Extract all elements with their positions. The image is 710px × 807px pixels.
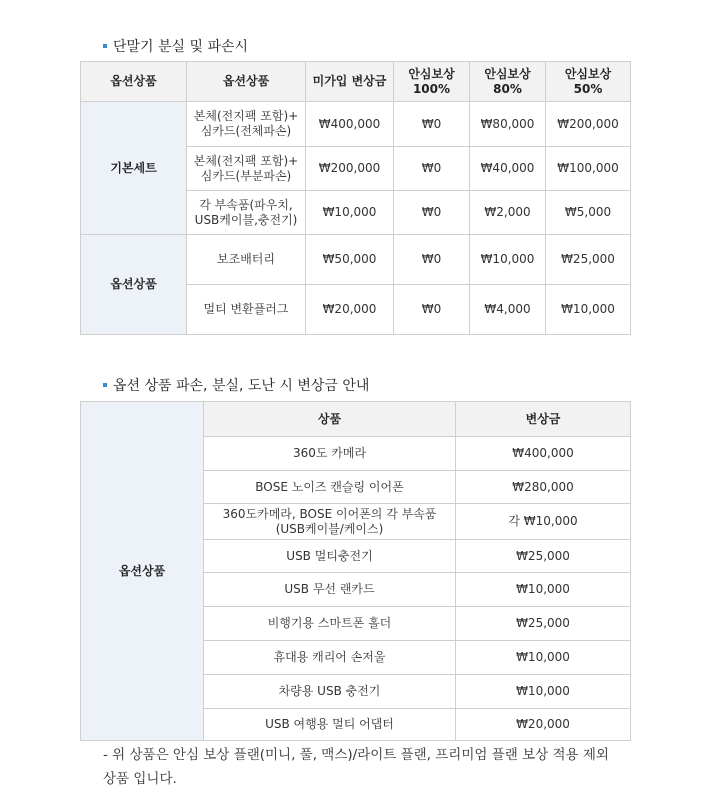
table-cell: ₩25,000 xyxy=(546,235,631,285)
header-unsubscribed: 미가입 변상금 xyxy=(306,62,394,102)
header-option-item: 옵션상품 xyxy=(187,62,306,102)
table-cell: 멀티 변환플러그 xyxy=(187,285,306,335)
header-option: 옵션상품 xyxy=(81,62,187,102)
table-cell: USB 멀티충전기 xyxy=(204,540,456,573)
table-cell: ₩10,000 xyxy=(306,191,394,235)
table-cell: 본체(전지팩 포함)+ 심카드(부분파손) xyxy=(187,147,306,191)
table-cell: 보조배터리 xyxy=(187,235,306,285)
table-cell: ₩10,000 xyxy=(456,641,631,675)
header-safe-50: 안심보상 50% xyxy=(546,62,631,102)
table-cell: ₩80,000 xyxy=(470,102,546,147)
table-cell: ₩4,000 xyxy=(470,285,546,335)
table-cell: 비행기용 스마트폰 홀더 xyxy=(204,607,456,641)
table-cell: ₩0 xyxy=(394,102,470,147)
table-cell: ₩50,000 xyxy=(306,235,394,285)
table-cell: 각 부속품(파우치, USB케이블,충전기) xyxy=(187,191,306,235)
table-cell: ₩40,000 xyxy=(470,147,546,191)
section-title-text: 단말기 분실 및 파손시 xyxy=(113,39,249,55)
header-safe-80: 안심보상 80% xyxy=(470,62,546,102)
header-product: 상품 xyxy=(204,402,456,437)
table-cell: ₩20,000 xyxy=(456,709,631,741)
table-cell: ₩0 xyxy=(394,285,470,335)
compensation-table xyxy=(80,61,631,335)
table-cell: ₩280,000 xyxy=(456,471,631,504)
header-compensation: 변상금 xyxy=(456,402,631,437)
table-cell: ₩400,000 xyxy=(306,102,394,147)
option-product-table xyxy=(80,401,631,741)
table-cell: ₩200,000 xyxy=(546,102,631,147)
footnote: - 위 상품은 안심 보상 플랜(미니, 풀, 맥스)/라이트 플랜, 프리미엄 플랜 보상 적용 제외 상품 입니다. xyxy=(103,747,609,787)
table-cell: ₩100,000 xyxy=(546,147,631,191)
table-cell: ₩0 xyxy=(394,235,470,285)
table-cell: ₩25,000 xyxy=(456,540,631,573)
table-cell: 각 ₩10,000 xyxy=(456,504,631,540)
group-basic-set: 기본세트 xyxy=(81,102,187,235)
table-cell: ₩0 xyxy=(394,191,470,235)
table-cell: ₩10,000 xyxy=(546,285,631,335)
section-title-damage-loss xyxy=(103,36,248,56)
table-cell: 휴대용 캐리어 손저울 xyxy=(204,641,456,675)
table-cell: ₩10,000 xyxy=(470,235,546,285)
section-title-option-products xyxy=(103,375,369,395)
table-cell: ₩200,000 xyxy=(306,147,394,191)
table-cell: ₩10,000 xyxy=(456,573,631,607)
table-cell: ₩0 xyxy=(394,147,470,191)
group-options: 옵션상품 xyxy=(81,235,187,335)
table-cell: USB 여행용 멀티 어댑터 xyxy=(204,709,456,741)
table-cell: ₩10,000 xyxy=(456,675,631,709)
bullet-icon xyxy=(103,383,107,387)
table-cell: BOSE 노이즈 캔슬링 이어폰 xyxy=(204,471,456,504)
table-cell: 본체(전지팩 포함)+ 심카드(전체파손) xyxy=(187,102,306,147)
table-cell: ₩25,000 xyxy=(456,607,631,641)
table-cell: 360도 카메라 xyxy=(204,437,456,471)
table-cell: 360도카메라, BOSE 이어폰의 각 부속품 (USB케이블/케이스) xyxy=(204,504,456,540)
table-cell: USB 무선 랜카드 xyxy=(204,573,456,607)
group-options: 옵션상품 xyxy=(81,402,204,741)
table-cell: ₩5,000 xyxy=(546,191,631,235)
table-cell: ₩2,000 xyxy=(470,191,546,235)
table-cell: ₩20,000 xyxy=(306,285,394,335)
table-cell: ₩400,000 xyxy=(456,437,631,471)
header-safe-100: 안심보상 100% xyxy=(394,62,470,102)
bullet-icon xyxy=(103,44,107,48)
table-cell: 차량용 USB 충전기 xyxy=(204,675,456,709)
section-title-text: 옵션 상품 파손, 분실, 도난 시 변상금 안내 xyxy=(113,378,370,394)
